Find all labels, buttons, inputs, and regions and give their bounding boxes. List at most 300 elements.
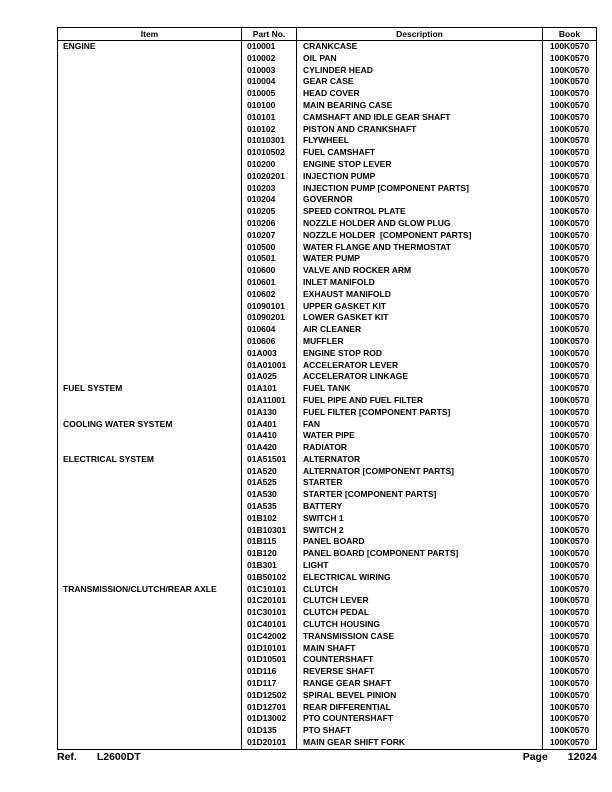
table-row <box>58 419 596 431</box>
cell-item <box>58 678 242 690</box>
footer-reference <box>57 751 141 764</box>
cell-description: STARTER <box>297 477 543 489</box>
cell-part-no: 01010502 <box>242 147 297 159</box>
cell-book: 100K0570 <box>549 194 590 205</box>
cell-book: 100K0570 <box>549 666 590 677</box>
cell-description: FAN <box>297 419 543 431</box>
cell-book: 100K0570 <box>549 725 590 736</box>
cell-part-no: 01D12701 <box>242 702 297 714</box>
cell-description: CRANKCASE <box>297 41 543 53</box>
cell-item <box>58 631 242 643</box>
table-row <box>58 489 596 501</box>
cell-description: REVERSE SHAFT <box>297 666 543 678</box>
cell-description: SWITCH 2 <box>297 525 543 537</box>
cell-book: 100K0570 <box>549 265 590 276</box>
cell-part-no: 01010301 <box>242 135 297 147</box>
table-row <box>58 312 596 324</box>
cell-item <box>58 253 242 265</box>
cell-description: EXHAUST MANIFOLD <box>297 289 543 301</box>
cell-description: LIGHT <box>297 560 543 572</box>
cell-item <box>58 88 242 100</box>
table-row <box>58 371 596 383</box>
table-row <box>58 41 596 53</box>
column-header-book: Book <box>558 29 581 39</box>
cell-book: 100K0570 <box>549 64 590 75</box>
table-row <box>58 477 596 489</box>
cell-item <box>58 477 242 489</box>
cell-item <box>58 100 242 112</box>
cell-part-no: 010001 <box>242 41 297 53</box>
cell-description: SWITCH 1 <box>297 513 543 525</box>
cell-description: NOZZLE HOLDER [COMPONENT PARTS] <box>297 230 543 242</box>
cell-book: 100K0570 <box>549 477 590 488</box>
table-row <box>58 560 596 572</box>
cell-description: CLUTCH HOUSING <box>297 619 543 631</box>
cell-item <box>58 501 242 513</box>
cell-part-no: 010602 <box>242 289 297 301</box>
cell-description: RADIATOR <box>297 442 543 454</box>
cell-description: MUFFLER <box>297 336 543 348</box>
cell-part-no: 01A420 <box>242 442 297 454</box>
cell-part-no: 01A11001 <box>242 395 297 407</box>
cell-book: 100K0570 <box>549 418 590 429</box>
cell-part-no: 01B301 <box>242 560 297 572</box>
cell-part-no: 01D135 <box>242 725 297 737</box>
table-row <box>58 584 596 596</box>
cell-book: 100K0570 <box>549 713 590 724</box>
ref-label: Ref. <box>57 751 77 763</box>
ref-value: L2600DT <box>96 751 141 763</box>
cell-part-no: 010206 <box>242 218 297 230</box>
cell-part-no: 010501 <box>242 253 297 265</box>
cell-part-no: 01090201 <box>242 312 297 324</box>
cell-part-no: 01A025 <box>242 371 297 383</box>
cell-description: CLUTCH PEDAL <box>297 607 543 619</box>
cell-book: 100K0570 <box>549 678 590 689</box>
table-row <box>58 336 596 348</box>
table-row <box>58 383 596 395</box>
column-header-part-no: Part No. <box>242 28 297 40</box>
cell-description: VALVE AND ROCKER ARM <box>297 265 543 277</box>
cell-book: 100K0570 <box>549 76 590 87</box>
cell-book: 100K0570 <box>549 135 590 146</box>
cell-description: REAR DIFFERENTIAL <box>297 702 543 714</box>
cell-book: 100K0570 <box>549 300 590 311</box>
cell-description: ACCELERATOR LEVER <box>297 360 543 372</box>
cell-description: BATTERY <box>297 501 543 513</box>
cell-description: FLYWHEEL <box>297 135 543 147</box>
table-row <box>58 466 596 478</box>
cell-part-no: 010207 <box>242 230 297 242</box>
cell-item <box>58 572 242 584</box>
cell-item <box>58 218 242 230</box>
cell-description: FUEL FILTER [COMPONENT PARTS] <box>297 407 543 419</box>
cell-item <box>58 76 242 88</box>
cell-description: SPIRAL BEVEL PINION <box>297 690 543 702</box>
cell-item <box>58 407 242 419</box>
table-row <box>58 454 596 466</box>
cell-description: COUNTERSHAFT <box>297 654 543 666</box>
table-row <box>58 253 596 265</box>
cell-part-no: 01A520 <box>242 466 297 478</box>
cell-book: 100K0570 <box>549 383 590 394</box>
cell-book: 100K0570 <box>549 229 590 240</box>
cell-book: 100K0570 <box>549 607 590 618</box>
cell-book: 100K0570 <box>549 654 590 665</box>
table-row <box>58 702 596 714</box>
cell-description: FUEL CAMSHAFT <box>297 147 543 159</box>
cell-book: 100K0570 <box>549 288 590 299</box>
cell-description: LOWER GASKET KIT <box>297 312 543 324</box>
column-header-item: Item <box>58 28 242 40</box>
cell-description: CYLINDER HEAD <box>297 65 543 77</box>
cell-description: AIR CLEANER <box>297 324 543 336</box>
cell-item: COOLING WATER SYSTEM <box>58 419 242 431</box>
cell-description: PISTON AND CRANKSHAFT <box>297 124 543 136</box>
cell-description: UPPER GASKET KIT <box>297 301 543 313</box>
cell-part-no: 01C30101 <box>242 607 297 619</box>
cell-description: ALTERNATOR <box>297 454 543 466</box>
cell-description: CLUTCH <box>297 584 543 596</box>
cell-part-no: 01A130 <box>242 407 297 419</box>
table-row <box>58 442 596 454</box>
cell-description: TRANSMISSION CASE <box>297 631 543 643</box>
table-row <box>58 572 596 584</box>
cell-book: 100K0570 <box>549 571 590 582</box>
cell-book: 100K0570 <box>549 241 590 252</box>
cell-description: FUEL PIPE AND FUEL FILTER <box>297 395 543 407</box>
cell-part-no: 01A410 <box>242 430 297 442</box>
cell-item <box>58 348 242 360</box>
cell-book: 100K0570 <box>549 442 590 453</box>
cell-description: INJECTION PUMP <box>297 171 543 183</box>
table-row <box>58 536 596 548</box>
cell-item <box>58 230 242 242</box>
table-row <box>58 595 596 607</box>
cell-description: ENGINE STOP LEVER <box>297 159 543 171</box>
cell-part-no: 010601 <box>242 277 297 289</box>
page-footer <box>57 751 597 764</box>
cell-item <box>58 560 242 572</box>
cell-item <box>58 513 242 525</box>
cell-book: 100K0570 <box>549 182 590 193</box>
cell-part-no: 01D20101 <box>242 737 297 749</box>
cell-part-no: 010005 <box>242 88 297 100</box>
cell-part-no: 01A530 <box>242 489 297 501</box>
table-row <box>58 265 596 277</box>
cell-item <box>58 395 242 407</box>
cell-part-no: 010500 <box>242 242 297 254</box>
cell-description: WATER PUMP <box>297 253 543 265</box>
table-row <box>58 242 596 254</box>
table-row <box>58 643 596 655</box>
cell-book: 100K0570 <box>549 52 590 63</box>
cell-book: 100K0570 <box>549 595 590 606</box>
table-row <box>58 678 596 690</box>
cell-part-no: 01090101 <box>242 301 297 313</box>
cell-item: TRANSMISSION/CLUTCH/REAR AXLE <box>58 584 242 596</box>
cell-description: MAIN SHAFT <box>297 643 543 655</box>
table-row <box>58 218 596 230</box>
table-row <box>58 713 596 725</box>
cell-description: RANGE GEAR SHAFT <box>297 678 543 690</box>
cell-book: 100K0570 <box>549 501 590 512</box>
cell-item <box>58 666 242 678</box>
cell-item <box>58 265 242 277</box>
cell-item <box>58 147 242 159</box>
cell-part-no: 01B120 <box>242 548 297 560</box>
table-row <box>58 525 596 537</box>
cell-part-no: 01A535 <box>242 501 297 513</box>
cell-part-no: 010002 <box>242 53 297 65</box>
cell-item: ENGINE <box>58 41 242 53</box>
cell-item <box>58 289 242 301</box>
table-row <box>58 737 596 749</box>
cell-item <box>58 371 242 383</box>
table-row <box>58 666 596 678</box>
table-row <box>58 430 596 442</box>
cell-item <box>58 690 242 702</box>
table-row <box>58 324 596 336</box>
cell-item <box>58 65 242 77</box>
cell-book: 100K0570 <box>549 453 590 464</box>
cell-part-no: 01B10301 <box>242 525 297 537</box>
cell-part-no: 010102 <box>242 124 297 136</box>
cell-item <box>58 324 242 336</box>
table-body <box>58 41 596 749</box>
cell-description: STARTER [COMPONENT PARTS] <box>297 489 543 501</box>
cell-book: 100K0570 <box>549 737 590 748</box>
cell-description: PANEL BOARD [COMPONENT PARTS] <box>297 548 543 560</box>
cell-item <box>58 643 242 655</box>
cell-item <box>58 607 242 619</box>
table-row <box>58 619 596 631</box>
cell-book: 100K0570 <box>549 489 590 500</box>
footer-page <box>523 751 597 764</box>
table-row <box>58 183 596 195</box>
table-row <box>58 147 596 159</box>
cell-part-no: 01A003 <box>242 348 297 360</box>
cell-part-no: 010600 <box>242 265 297 277</box>
cell-item <box>58 171 242 183</box>
cell-description: ACCELERATOR LINKAGE <box>297 371 543 383</box>
cell-book: 100K0570 <box>549 123 590 134</box>
cell-book: 100K0570 <box>549 41 590 51</box>
table-row <box>58 124 596 136</box>
cell-book: 100K0570 <box>549 394 590 405</box>
cell-item <box>58 312 242 324</box>
table-row <box>58 289 596 301</box>
table-row <box>58 277 596 289</box>
cell-part-no: 01A101 <box>242 383 297 395</box>
cell-item <box>58 336 242 348</box>
cell-part-no: 01B50102 <box>242 572 297 584</box>
cell-description: PTO COUNTERSHAFT <box>297 713 543 725</box>
cell-part-no: 01B102 <box>242 513 297 525</box>
table-row <box>58 631 596 643</box>
table-row <box>58 230 596 242</box>
cell-book: 100K0570 <box>549 689 590 700</box>
cell-item <box>58 525 242 537</box>
cell-part-no: 01B115 <box>242 536 297 548</box>
cell-item: ELECTRICAL SYSTEM <box>58 454 242 466</box>
table-row <box>58 348 596 360</box>
cell-book: 100K0570 <box>549 276 590 287</box>
table-row <box>58 513 596 525</box>
table-row <box>58 301 596 313</box>
cell-book: 100K0570 <box>549 560 590 571</box>
cell-book: 100K0570 <box>549 111 590 122</box>
table-row <box>58 725 596 737</box>
cell-book: 100K0570 <box>549 619 590 630</box>
cell-description: ENGINE STOP ROD <box>297 348 543 360</box>
cell-book: 100K0570 <box>549 642 590 653</box>
cell-book: 100K0570 <box>549 158 590 169</box>
table-row <box>58 171 596 183</box>
cell-description: WATER PIPE <box>297 430 543 442</box>
cell-item <box>58 548 242 560</box>
cell-book: 100K0570 <box>549 371 590 382</box>
cell-item <box>58 466 242 478</box>
cell-part-no: 01D10501 <box>242 654 297 666</box>
table-row <box>58 88 596 100</box>
cell-item <box>58 53 242 65</box>
cell-item <box>58 430 242 442</box>
table-row <box>58 65 596 77</box>
cell-book: 100K0570 <box>549 335 590 346</box>
cell-part-no: 01D12502 <box>242 690 297 702</box>
table-row <box>58 206 596 218</box>
cell-item <box>58 242 242 254</box>
cell-part-no: 010203 <box>242 183 297 195</box>
cell-item <box>58 277 242 289</box>
cell-item <box>58 702 242 714</box>
cell-book: 100K0570 <box>549 324 590 335</box>
table-row <box>58 501 596 513</box>
cell-item <box>58 112 242 124</box>
cell-book: 100K0570 <box>549 347 590 358</box>
table-row <box>58 159 596 171</box>
cell-part-no: 01A51501 <box>242 454 297 466</box>
cell-item <box>58 442 242 454</box>
cell-book: 100K0570 <box>549 206 590 217</box>
cell-description: FUEL TANK <box>297 383 543 395</box>
cell-description: GEAR CASE <box>297 76 543 88</box>
cell-description: INLET MANIFOLD <box>297 277 543 289</box>
table-row <box>58 607 596 619</box>
table-row <box>58 194 596 206</box>
cell-description: SPEED CONTROL PLATE <box>297 206 543 218</box>
table-row <box>58 654 596 666</box>
table-row <box>58 135 596 147</box>
cell-item <box>58 725 242 737</box>
table-row <box>58 100 596 112</box>
cell-item <box>58 489 242 501</box>
cell-part-no: 01D10101 <box>242 643 297 655</box>
cell-description: NOZZLE HOLDER AND GLOW PLUG <box>297 218 543 230</box>
cell-part-no: 01A401 <box>242 419 297 431</box>
cell-description: PANEL BOARD <box>297 536 543 548</box>
cell-book: 100K0570 <box>549 536 590 547</box>
cell-item <box>58 301 242 313</box>
cell-part-no: 01D116 <box>242 666 297 678</box>
cell-book: 100K0570 <box>549 217 590 228</box>
cell-item <box>58 595 242 607</box>
cell-description: WATER FLANGE AND THERMOSTAT <box>297 242 543 254</box>
page-label: Page <box>522 751 548 763</box>
cell-book: 100K0570 <box>549 359 590 370</box>
cell-description: MAIN GEAR SHIFT FORK <box>297 737 543 749</box>
cell-part-no: 010604 <box>242 324 297 336</box>
cell-part-no: 010205 <box>242 206 297 218</box>
cell-item <box>58 206 242 218</box>
cell-part-no: 010606 <box>242 336 297 348</box>
cell-item <box>58 619 242 631</box>
cell-item <box>58 536 242 548</box>
cell-part-no: 01C10101 <box>242 584 297 596</box>
parts-table <box>57 27 597 750</box>
cell-part-no: 010100 <box>242 100 297 112</box>
cell-part-no: 010003 <box>242 65 297 77</box>
cell-description: MAIN BEARING CASE <box>297 100 543 112</box>
cell-part-no: 01D13002 <box>242 713 297 725</box>
cell-item <box>58 737 242 749</box>
cell-book: 100K0570 <box>549 253 590 264</box>
cell-description: PTO SHAFT <box>297 725 543 737</box>
table-row <box>58 395 596 407</box>
cell-part-no: 01C42002 <box>242 631 297 643</box>
cell-description: ELECTRICAL WIRING <box>297 572 543 584</box>
cell-item <box>58 360 242 372</box>
cell-description: ALTERNATOR [COMPONENT PARTS] <box>297 466 543 478</box>
cell-book: 100K0570 <box>549 512 590 523</box>
cell-item: FUEL SYSTEM <box>58 383 242 395</box>
cell-book: 100K0570 <box>549 524 590 535</box>
table-row <box>58 548 596 560</box>
table-row <box>58 407 596 419</box>
table-row <box>58 112 596 124</box>
cell-book: 100K0570 <box>549 406 590 417</box>
table-row <box>58 53 596 65</box>
cell-book: 100K0570 <box>549 147 590 158</box>
table-header-row <box>58 28 596 41</box>
cell-part-no: 01A525 <box>242 477 297 489</box>
cell-part-no: 010200 <box>242 159 297 171</box>
cell-part-no: 01C20101 <box>242 595 297 607</box>
cell-book: 100K0570 <box>549 170 590 181</box>
cell-part-no: 01C40101 <box>242 619 297 631</box>
cell-description: INJECTION PUMP [COMPONENT PARTS] <box>297 183 543 195</box>
table-row <box>58 360 596 372</box>
cell-book: 100K0570 <box>549 99 590 110</box>
cell-book: 100K0570 <box>549 701 590 712</box>
cell-book: 100K0570 <box>549 465 590 476</box>
cell-description: CAMSHAFT AND IDLE GEAR SHAFT <box>297 112 543 124</box>
cell-book: 100K0570 <box>549 548 590 559</box>
cell-book: 100K0570 <box>549 312 590 323</box>
cell-item <box>58 183 242 195</box>
cell-part-no: 01A01001 <box>242 360 297 372</box>
cell-part-no: 01020201 <box>242 171 297 183</box>
cell-description: CLUTCH LEVER <box>297 595 543 607</box>
cell-part-no: 01D117 <box>242 678 297 690</box>
column-header-description: Description <box>297 28 543 40</box>
cell-item <box>58 135 242 147</box>
cell-part-no: 010204 <box>242 194 297 206</box>
cell-part-no: 010101 <box>242 112 297 124</box>
cell-item <box>58 713 242 725</box>
cell-item <box>58 124 242 136</box>
